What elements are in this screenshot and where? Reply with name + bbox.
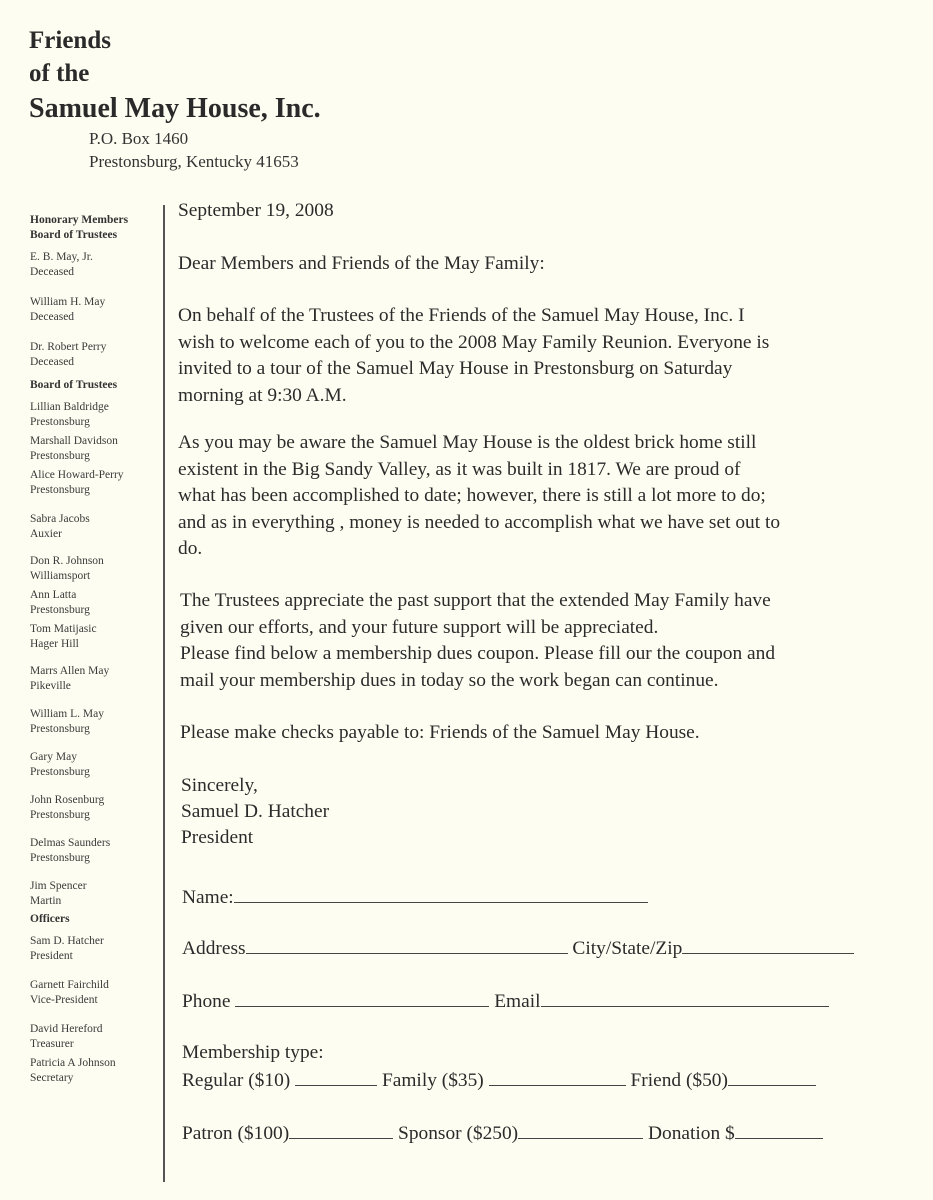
signature-block [181,773,329,851]
paragraph-line: given our efforts, and your future support will be appreciated. [180,616,659,638]
paragraph-line: invited to a tour of the Samuel May House in Prestonsburg on Saturday [178,358,733,379]
member-name: Lillian Baldridge [30,401,109,413]
honorary-member [30,295,155,325]
member-name: Garnett Fairchild [30,979,109,991]
trustee-list [30,400,155,909]
signer-name: Samuel D. Hatcher [181,801,330,822]
member-detail: Prestonsburg [30,416,90,428]
member-detail: Martin [30,895,62,907]
honorary-member [30,250,155,280]
name-row [182,884,648,909]
officer-entry [30,934,155,964]
address-row [182,935,854,960]
officers-header: Officers [30,913,70,925]
trustee-entry [30,707,155,737]
trustee-entry [30,468,155,498]
member-detail: President [30,950,73,962]
member-name: Dr. Robert Perry [30,341,107,353]
closing-text: Sincerely, [181,775,258,796]
paragraph-line: As you may be aware the Samuel May House is the oldest brick home still [178,432,757,453]
member-name: Tom Matijasic [30,623,97,635]
member-detail: Prestonsburg [30,484,90,496]
regular-label: Regular ($10) [182,1070,291,1091]
checks-text: Please make checks payable to: Friends of the Samuel May House. [180,722,700,743]
paragraph-line: wish to welcome each of you to the 2008 May Family Reunion. Everyone is [178,331,770,353]
member-name: Marshall Davidson [30,435,118,447]
member-name: William L. May [30,708,104,720]
trustee-entry [30,622,155,652]
member-name: Patricia A Johnson [30,1057,116,1069]
signer-title: President [181,827,254,848]
paragraph-line: On behalf of the Trustees of the Friends of the Samuel May House, Inc. I [178,305,745,326]
member-detail: Prestonsburg [30,723,90,735]
member-name: Marrs Allen May [30,665,110,677]
member-detail: Deceased [30,311,75,323]
org-address [89,127,299,173]
phone-row [182,988,829,1013]
officer-entry [30,1056,155,1086]
member-detail: Prestonsburg [30,852,90,864]
member-detail: Prestonsburg [30,809,90,821]
patron-field[interactable] [289,1120,393,1139]
membership-type-row [182,1042,324,1064]
sponsor-field[interactable] [518,1120,643,1139]
trustees-header: Board of Trustees [30,379,118,391]
member-name: Ann Latta [30,589,77,601]
member-name: Sam D. Hatcher [30,935,104,947]
donation-label: Donation $ [648,1123,735,1144]
paragraph-line: Please find below a membership dues coupon. Please fill our the coupon and [180,643,776,664]
paragraph-line: what has been accomplished to date; however, there is still a lot more to do; [178,485,766,506]
trustee-entry [30,879,155,909]
member-detail: Prestonsburg [30,604,90,616]
organization-name [29,24,321,128]
paragraph-2 [178,430,780,563]
member-detail: Treasurer [30,1038,74,1050]
paragraph-line: existent in the Big Sandy Valley, as it was built in 1817. We are proud of [178,458,741,480]
officer-entry [30,978,155,1008]
trustee-entry [30,554,155,584]
member-name: E. B. May, Jr. [30,251,93,263]
membership-type-label: Membership type: [182,1042,324,1063]
member-name: Don R. Johnson [30,555,104,567]
donation-field[interactable] [735,1120,823,1139]
member-detail: Pikeville [30,680,71,692]
org-name-line-2: of the [29,60,90,87]
family-label: Family ($35) [381,1070,484,1091]
trustee-sidebar [30,213,155,1086]
trustee-entry [30,434,155,464]
member-detail: Vice-President [30,994,98,1006]
letter-salutation [178,251,545,278]
name-field[interactable] [234,884,648,903]
trustee-entry [30,400,155,430]
address-city: Prestonsburg, Kentucky 41653 [89,152,299,171]
friend-label: Friend ($50) [630,1070,728,1091]
email-field[interactable] [541,988,829,1007]
member-name: David Hereford [30,1023,103,1035]
membership-options-row-2 [182,1120,823,1145]
phone-field[interactable] [235,988,489,1007]
name-label: Name: [182,887,234,908]
member-name: Jim Spencer [30,880,87,892]
regular-field[interactable] [295,1067,377,1086]
email-label: Email [494,991,541,1012]
member-name: John Rosenburg [30,794,105,806]
paragraph-line: morning at 9:30 A.M. [178,384,347,406]
member-name: Alice Howard-Perry [30,469,124,481]
officer-list [30,934,155,1086]
paragraph-1 [178,303,769,409]
member-detail: Deceased [30,266,75,278]
date-text: September 19, 2008 [178,200,334,221]
address-po-box: P.O. Box 1460 [89,129,189,148]
member-name: William H. May [30,296,106,308]
address-label: Address [182,938,246,959]
member-name: Delmas Saunders [30,837,111,849]
vertical-divider [163,205,165,1182]
honorary-header: Honorary Members [30,214,129,226]
paragraph-3 [180,588,775,694]
paragraph-line: mail your membership dues in today so the work began can continue. [180,669,719,691]
membership-options-row-1 [182,1067,816,1092]
honorary-subheader: Board of Trustees [30,229,118,241]
honorary-member [30,340,155,370]
org-name-line-1: Friends [29,27,111,54]
member-detail: Deceased [30,356,75,368]
paragraph-line: do. [178,538,203,559]
patron-label: Patron ($100) [182,1123,290,1144]
trustee-entry [30,793,155,823]
city-state-zip-field[interactable] [682,935,854,954]
trustee-entry [30,512,155,542]
letter-date [178,198,334,225]
trustee-entry [30,588,155,618]
member-detail: Prestonsburg [30,766,90,778]
member-name: Sabra Jacobs [30,513,90,525]
trustee-entry [30,664,155,694]
city-state-zip-label: City/State/Zip [572,938,683,959]
paragraph-line: and as in everything , money is needed to accomplish what we have set out to [178,511,781,533]
paragraph-line: The Trustees appreciate the past support that the extended May Family have [180,590,771,611]
phone-label: Phone [182,991,231,1012]
sponsor-label: Sponsor ($250) [398,1123,519,1144]
member-detail: Secretary [30,1072,74,1084]
member-detail: Auxier [30,528,62,540]
member-detail: Prestonsburg [30,450,90,462]
officer-entry [30,1022,155,1052]
trustee-entry [30,750,155,780]
salutation-text: Dear Members and Friends of the May Family: [178,253,545,274]
org-name-line-3: Samuel May House, Inc. [29,93,321,124]
trustee-entry [30,836,155,866]
checks-payable-line [180,720,700,747]
member-detail: Hager Hill [30,638,79,650]
member-detail: Williamsport [30,570,91,582]
friend-field[interactable] [728,1067,816,1086]
family-field[interactable] [489,1067,626,1086]
member-name: Gary May [30,751,77,763]
address-field[interactable] [246,935,568,954]
